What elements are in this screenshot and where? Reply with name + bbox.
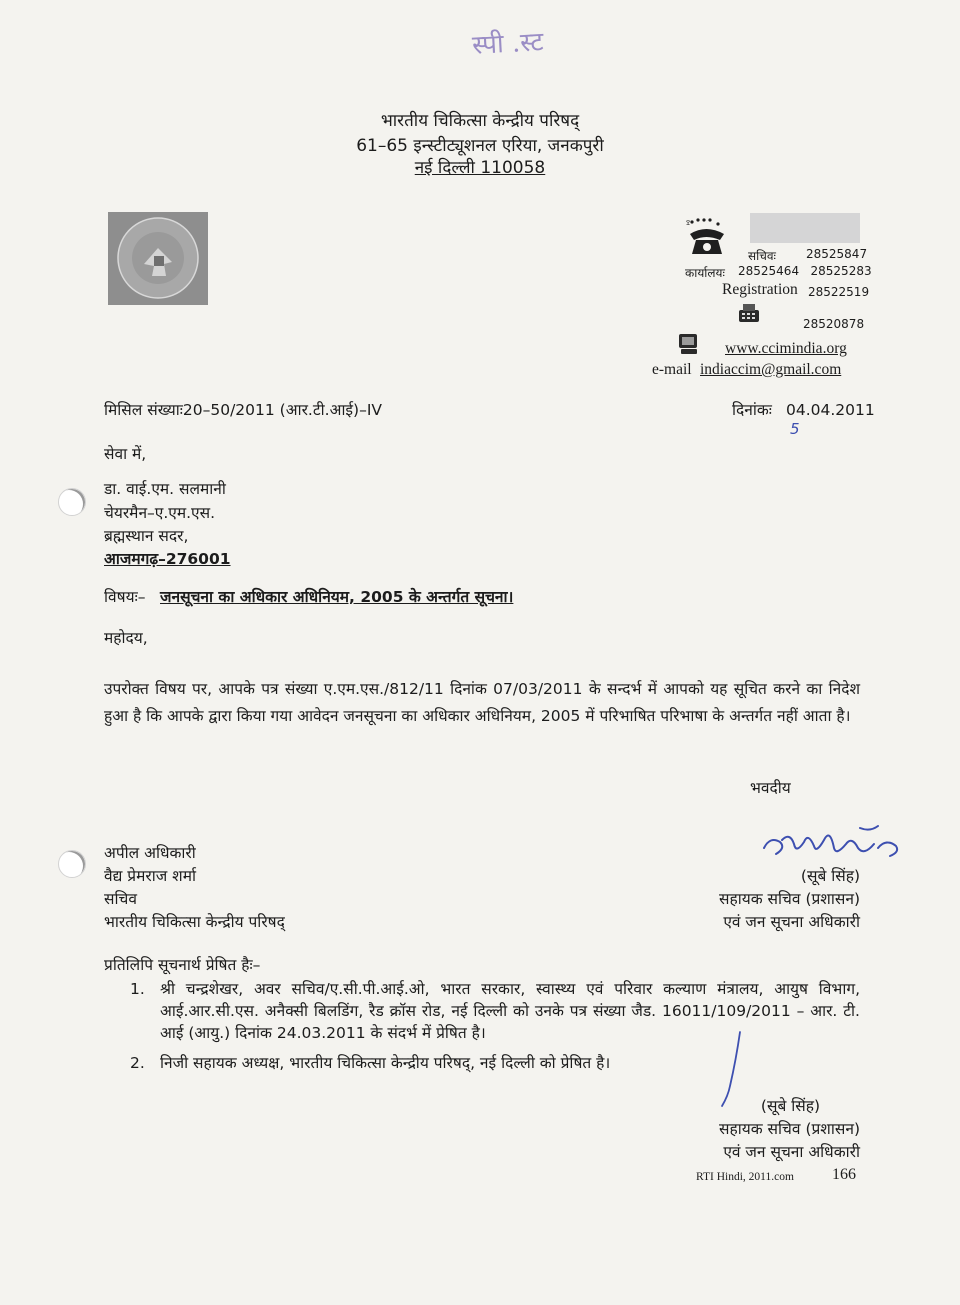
handwritten-signature — [760, 818, 910, 868]
page-number: 166 — [832, 1166, 856, 1183]
office-phone-label: कार्यालयः — [685, 266, 725, 280]
blank-contact-box — [750, 213, 860, 243]
letterhead-name: भारतीय चिकित्सा केन्द्रीय परिषद् — [380, 111, 580, 131]
secretary-phone: 28525847 — [806, 247, 868, 261]
appeal-officer-org: भारतीय चिकित्सा केन्द्रीय परिषद् — [104, 913, 285, 931]
fax-number: 28520878 — [803, 317, 865, 331]
rti-logo — [108, 212, 208, 305]
copy-list — [130, 978, 860, 1074]
greeting: महोदय, — [104, 629, 148, 647]
pen-tick-mark — [716, 1030, 746, 1110]
registration-phone: 28522519 — [808, 285, 870, 299]
registration-label: Registration — [722, 281, 798, 298]
punch-hole — [58, 850, 86, 878]
appeal-officer-name: वैद्य प्रेमराज शर्मा — [104, 867, 197, 885]
telephone-icon — [684, 216, 736, 256]
closing: भवदीय — [750, 779, 791, 797]
list-text: श्री चन्द्रशेखर, अवर सचिव/ए.सी.पी.आई.ओ, भारत सरकार, स्वास्थ्य एवं परिवार कल्याण मंत्रालय, आयुष विभाग, आई.आर.सी.एस. अनैक्सी बिलडिंग, रैड क्रॉस रोड, नई दिल्ली को उनके पत्र संख्या जैड. 16011/109/2011 – आर. टी. आई (आयु.) दिनांक 24.03.2011 के संदर्भ में प्रेषित है। — [160, 980, 860, 1042]
body-paragraph: उपरोक्त विषय पर, आपके पत्र संख्या ए.एम.एस./812/11 दिनांक 07/03/2011 के सन्दर्भ में आपको यह सूचित करने का निदेश हुआ है कि आपके द्वारा किया गया आवेदन जनसूचना का अधिकार अधिनियम, 2005 में परिभाषित परिभाषा के अन्तर्गत नहीं आता है। — [104, 680, 860, 725]
footer-source: RTI Hindi, 2011.com — [696, 1171, 794, 1183]
addressee-designation: चेयरमैन–ए.एम.एस. — [104, 504, 216, 522]
appeal-officer-designation: सचिव — [104, 890, 137, 908]
signatory2-title: सहायक सचिव (प्रशासन) — [719, 1120, 860, 1138]
date-value: 04.04.2011 — [786, 401, 875, 419]
date-label: दिनांकः — [732, 401, 772, 419]
email-link[interactable]: indiaccim@gmail.com — [700, 361, 842, 378]
signatory2-name: (सूबे सिंह) — [760, 1097, 820, 1115]
website-link[interactable]: www.ccimindia.org — [725, 340, 847, 357]
top-stamp: स्पी .स्ट — [471, 27, 545, 61]
letterhead-address: 61–65 इन्स्टीट्यूशनल एरिया, जनकपुरी — [356, 136, 604, 156]
punch-hole — [58, 488, 86, 516]
file-number: मिसिल संख्याः20–50/2011 (आर.टी.आई)–IV — [104, 401, 383, 419]
secretary-phone-label: सचिवः — [748, 249, 776, 263]
addressee-city: आजमगढ़–276001 — [104, 550, 231, 568]
subject-label: विषयः– — [104, 588, 146, 606]
signatory-subtitle: एवं जन सूचना अधिकारी — [723, 913, 860, 931]
addressee-area: ब्रह्मस्थान सदर, — [104, 527, 189, 545]
signatory-title: सहायक सचिव (प्रशासन) — [719, 890, 860, 908]
email-label: e-mail — [652, 361, 692, 378]
subject-text: जनसूचना का अधिकार अधिनियम, 2005 के अन्तर्गत सूचना। — [160, 588, 514, 606]
copy-heading: प्रतिलिपि सूचनार्थ प्रेषित हैः– — [104, 956, 261, 974]
list-item — [130, 1052, 860, 1074]
list-number: 2. — [130, 1054, 145, 1072]
list-number: 1. — [130, 980, 145, 998]
list-item — [130, 978, 860, 1044]
computer-icon — [676, 332, 702, 356]
signatory2-subtitle: एवं जन सूचना अधिकारी — [723, 1143, 860, 1161]
addressee-name: डा. वाई.एम. सलमानी — [104, 480, 226, 498]
rti-2001-logo-icon — [108, 212, 208, 305]
signatory-name: (सूबे सिंह) — [800, 867, 860, 885]
salutation-to: सेवा में, — [104, 445, 147, 463]
letterhead-city: नई दिल्ली 110058 — [414, 158, 546, 178]
appeal-officer-title: अपील अधिकारी — [104, 844, 196, 862]
date-correction: 5 — [790, 420, 800, 438]
list-text: निजी सहायक अध्यक्ष, भारतीय चिकित्सा केन्द्रीय परिषद्, नई दिल्ली को प्रेषित है। — [160, 1054, 611, 1072]
logo-text — [108, 212, 109, 213]
svg-text:ߐ: ߐ — [686, 219, 691, 227]
fax-icon — [736, 302, 762, 324]
office-phones: 28525464 28525283 — [738, 264, 872, 278]
